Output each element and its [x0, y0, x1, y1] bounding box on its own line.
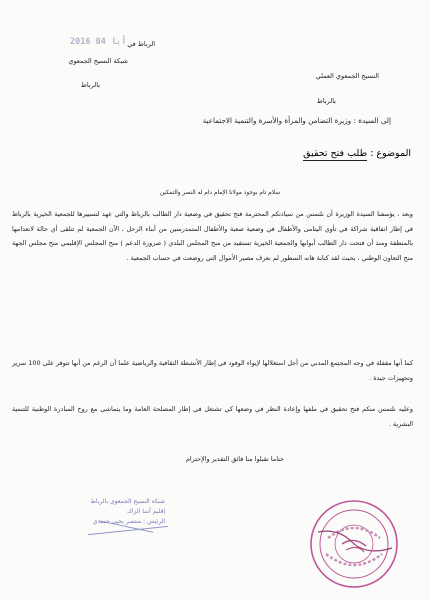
header-sender-org: شبكة النسيج الجمعوي — [68, 57, 128, 65]
salutation: سلام تام بوجود مولانا الإمام دام له النصر والتمكين — [159, 190, 281, 196]
header-org-city: بالرباط — [316, 97, 336, 105]
closing-line: ختاما تقبلوا منا فائق التقدير والإحترام — [185, 455, 285, 463]
association-stamp-line2: إقليم أسا الزاك — [126, 508, 165, 515]
subject-text: طلب فتح تحقيق — [303, 148, 368, 159]
association-stamp-line3: الرئيس : منتصر يحيى حميدي — [92, 518, 165, 525]
subject-line — [303, 148, 411, 159]
official-seal — [308, 498, 400, 590]
header-org-name: النسيج الجمعوي العملي — [315, 72, 379, 80]
subject-label: الموضوع : — [370, 148, 411, 159]
body-paragraph-3: وعليه نلتمس منكم فتح تحقيق في ملفها وإعادة النظر في وضعها كي تشتغل في إطار المصلحة العامة وما يتماشى مع روح المبادرة الوطنية للتنمية البشرية . — [12, 405, 413, 428]
body-paragraph-1: وبعد ، يؤسفنا السيدة الوزيرة أن نلتمس من سيادتكم المحترمة فتح تحقيق في وضعية دار الطالب بالرباط والتي عهد لتسييرها للجمعية الخيرية بالرباط في إطار اتفاقية شراكة في تأوي اليتامى والأطفال في وضعية صعبة والأطفال المتمدرسين من أبناء الرحل ، الآن الجمعية لم تتلقى أي حالة لانعدامها بالمنطقة ومنذ أن فتحت دار الطالب أبوابها والجمعية الخيرية تستفيد من منح المجلس البلدي ( صرورة الدعم ) منح المجلس الإقليمي منح مجلس الجهة منح التعاون الوطني ، بحيث لقد كتابة هاته السطور لم نعرف مصير الأموال التي روضعت في حساب الجمعية . — [12, 210, 413, 262]
recipient-line: إلى السيدة : وزيرة التضامن والمرأة والأسرة والتنمية الاجتماعية — [202, 116, 391, 125]
header-place-date: الرباط في — [127, 40, 155, 48]
date-stamp: 2016 أبا 04 — [70, 37, 127, 47]
body-paragraph-2: كما أنها مقفلة في وجه المجتمع المدني من أجل استغلالها لإيواء الوفود في إطار الأنشطة الثقافية والرياضية علما أن الرغم من أنها تتوفر على 100 سرير وتجهيزات جيدة . — [12, 359, 414, 382]
header-sender-city: بالرباط — [80, 81, 100, 89]
association-stamp-line1: شبكة النسيج الجمعوي بالرباط — [90, 498, 165, 505]
